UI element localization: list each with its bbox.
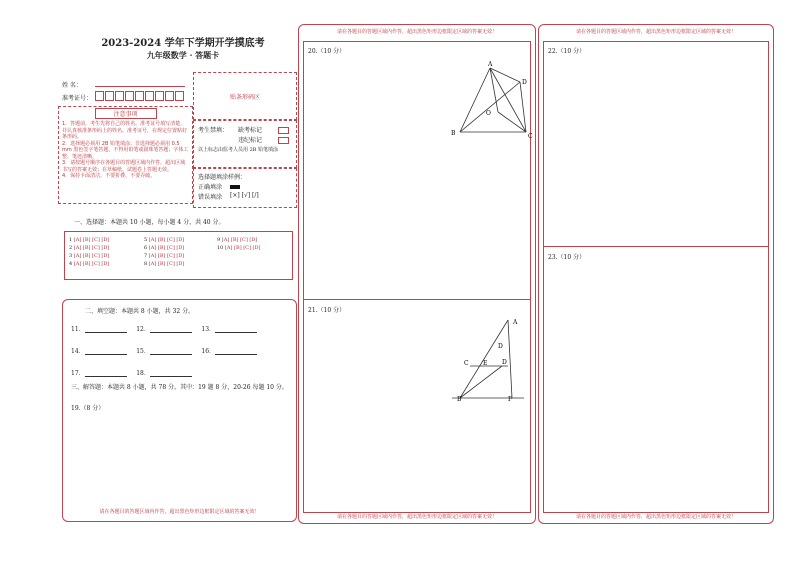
fill-example-box xyxy=(193,168,297,208)
choice-row[interactable]: 1 [A] [B] [C] [D] xyxy=(69,237,110,243)
notes-item: 3．请按题号顺序在各题目的答题区域内作答，超出区域书写的答案无效；在草稿纸、试题卷上答题无效。 xyxy=(62,160,186,173)
right-answer-panel xyxy=(538,24,774,524)
warning-text: 请在各题目的答题区域内作答，超出黑色矩形边框限定区域的答案无效！ xyxy=(575,29,736,35)
section3-header: 三、解答题：本题共 8 小题，共 78 分。其中：19 题 8 分，20-26 每题 10 分。 xyxy=(71,384,288,391)
choice-row[interactable]: 3 [A] [B] [C] [D] xyxy=(69,253,110,259)
divider xyxy=(544,246,768,247)
divider xyxy=(304,299,530,300)
choice-row[interactable]: 10 [A] [B] [C] [D] xyxy=(217,245,261,251)
blank-row[interactable]: 11． 12． 13． xyxy=(71,324,257,333)
q21-label-f: F xyxy=(508,396,513,403)
blank-row[interactable]: 17． 18． xyxy=(71,368,192,377)
warning-text: 请在各题目的答题区域内作答，超出黑色矩形边框限定区域的答案无效！ xyxy=(575,514,736,520)
barcode-area xyxy=(193,72,297,120)
choice-row[interactable]: 2 [A] [B] [C] [D] xyxy=(69,245,110,251)
q20-label-b: B xyxy=(451,130,456,137)
id-number-boxes[interactable] xyxy=(95,91,185,101)
q20-label-a: A xyxy=(488,61,493,68)
exam-title: 2023-2024 学年下学期开学摸底考 xyxy=(101,38,265,49)
q20-label-d: D xyxy=(522,79,527,86)
q21-figure xyxy=(452,318,532,402)
q21-label-d-top: D xyxy=(498,343,503,350)
correct-fill-label: 正确填涂 xyxy=(198,184,223,191)
exam-subtitle: 九年级数学 · 答题卡 xyxy=(146,50,220,60)
name-field[interactable] xyxy=(95,86,185,87)
cheat-label: 违纪标记 xyxy=(238,137,263,144)
q21-label-c: C xyxy=(464,360,469,367)
choice-row[interactable]: 4 [A] [B] [C] [D] xyxy=(69,261,110,267)
absent-label: 缺考标记 xyxy=(238,127,263,134)
notes-item: 2．选择题必须用 2B 铅笔填涂；非选择题必须用 0.5 mm 黑色签字笔答题，不得用铅笔或圆珠笔答题；字体工整、笔迹清晰。 xyxy=(62,140,189,160)
q20-label-c: C xyxy=(528,133,533,140)
section2-header: 二、填空题：本题共 8 小题，共 32 分。 xyxy=(85,308,195,315)
exam-status-label: 考生禁填： xyxy=(198,127,229,134)
wrong-fill-label: 错误填涂 xyxy=(198,194,223,201)
name-label: 姓 名： xyxy=(62,82,82,89)
choice-row[interactable]: 8 [A] [B] [C] [D] xyxy=(144,261,185,267)
q22-23-box[interactable] xyxy=(543,41,769,513)
q21-label: 21.（10 分） xyxy=(308,307,346,314)
cheat-checkbox[interactable] xyxy=(278,137,289,144)
section1-header: 一、选择题：本题共 10 小题，每小题 4 分，共 40 分。 xyxy=(74,219,225,226)
exam-status-note: 以上标志由监考人员用 2B 铅笔填涂 xyxy=(198,147,279,153)
q22-label: 22.（10 分） xyxy=(548,48,586,55)
correct-fill-sample xyxy=(230,185,240,189)
q21-label-a: A xyxy=(513,319,518,326)
q20-label: 20.（10 分） xyxy=(308,48,346,55)
q23-label: 23.（10 分） xyxy=(548,254,586,261)
choice-row[interactable]: 5 [A] [B] [C] [D] xyxy=(144,237,185,243)
warning-text: 请在各题目的答题区域内作答，超出黑色矩形边框限定区域的答案无效！ xyxy=(336,514,497,520)
choice-grid xyxy=(64,231,293,280)
absent-checkbox[interactable] xyxy=(278,127,289,134)
choice-row[interactable]: 9 [A] [B] [C] [D] xyxy=(217,237,258,243)
q21-label-e: E xyxy=(483,360,488,367)
notes-item: 4．保持卡面清洁，不要折叠、不要弄破。 xyxy=(62,173,156,179)
notes-title: 注意事项 xyxy=(95,108,157,119)
warning-text: 请在各题目的答题区域内作答，超出黑色矩形边框限定区域的答案无效！ xyxy=(99,509,260,515)
middle-answer-panel xyxy=(298,24,536,524)
q21-label-b: B xyxy=(457,396,462,403)
q21-label-d: D xyxy=(502,359,507,366)
warning-text: 请在各题目的答题区域内作答，超出黑色矩形边框限定区域的答案无效！ xyxy=(336,29,497,35)
notes-item: 1．答题前，考生先将自己的姓名、准考证号填写清楚，并认真核准条形码上的姓名、准考证号，在规定位置贴好条形码。 xyxy=(62,121,188,140)
q20-21-box[interactable] xyxy=(303,41,531,513)
choice-row[interactable]: 7 [A] [B] [C] [D] xyxy=(144,253,185,259)
fill-in-panel xyxy=(62,299,297,522)
q19-label: 19.（8 分） xyxy=(71,405,105,412)
exam-status-box xyxy=(193,120,297,168)
fill-example-title: 选择题填涂样例： xyxy=(198,174,247,181)
barcode-label: 贴条形码区 xyxy=(229,93,260,101)
choice-row[interactable]: 6 [A] [B] [C] [D] xyxy=(144,245,185,251)
notes-box xyxy=(58,106,193,204)
wrong-fill-marks: [×] [√] [/] xyxy=(230,192,259,199)
q20-figure xyxy=(442,52,536,140)
q20-label-o: O xyxy=(486,110,491,117)
blank-row[interactable]: 14． 15． 16． xyxy=(71,346,257,355)
id-label: 准考证号： xyxy=(62,95,93,102)
